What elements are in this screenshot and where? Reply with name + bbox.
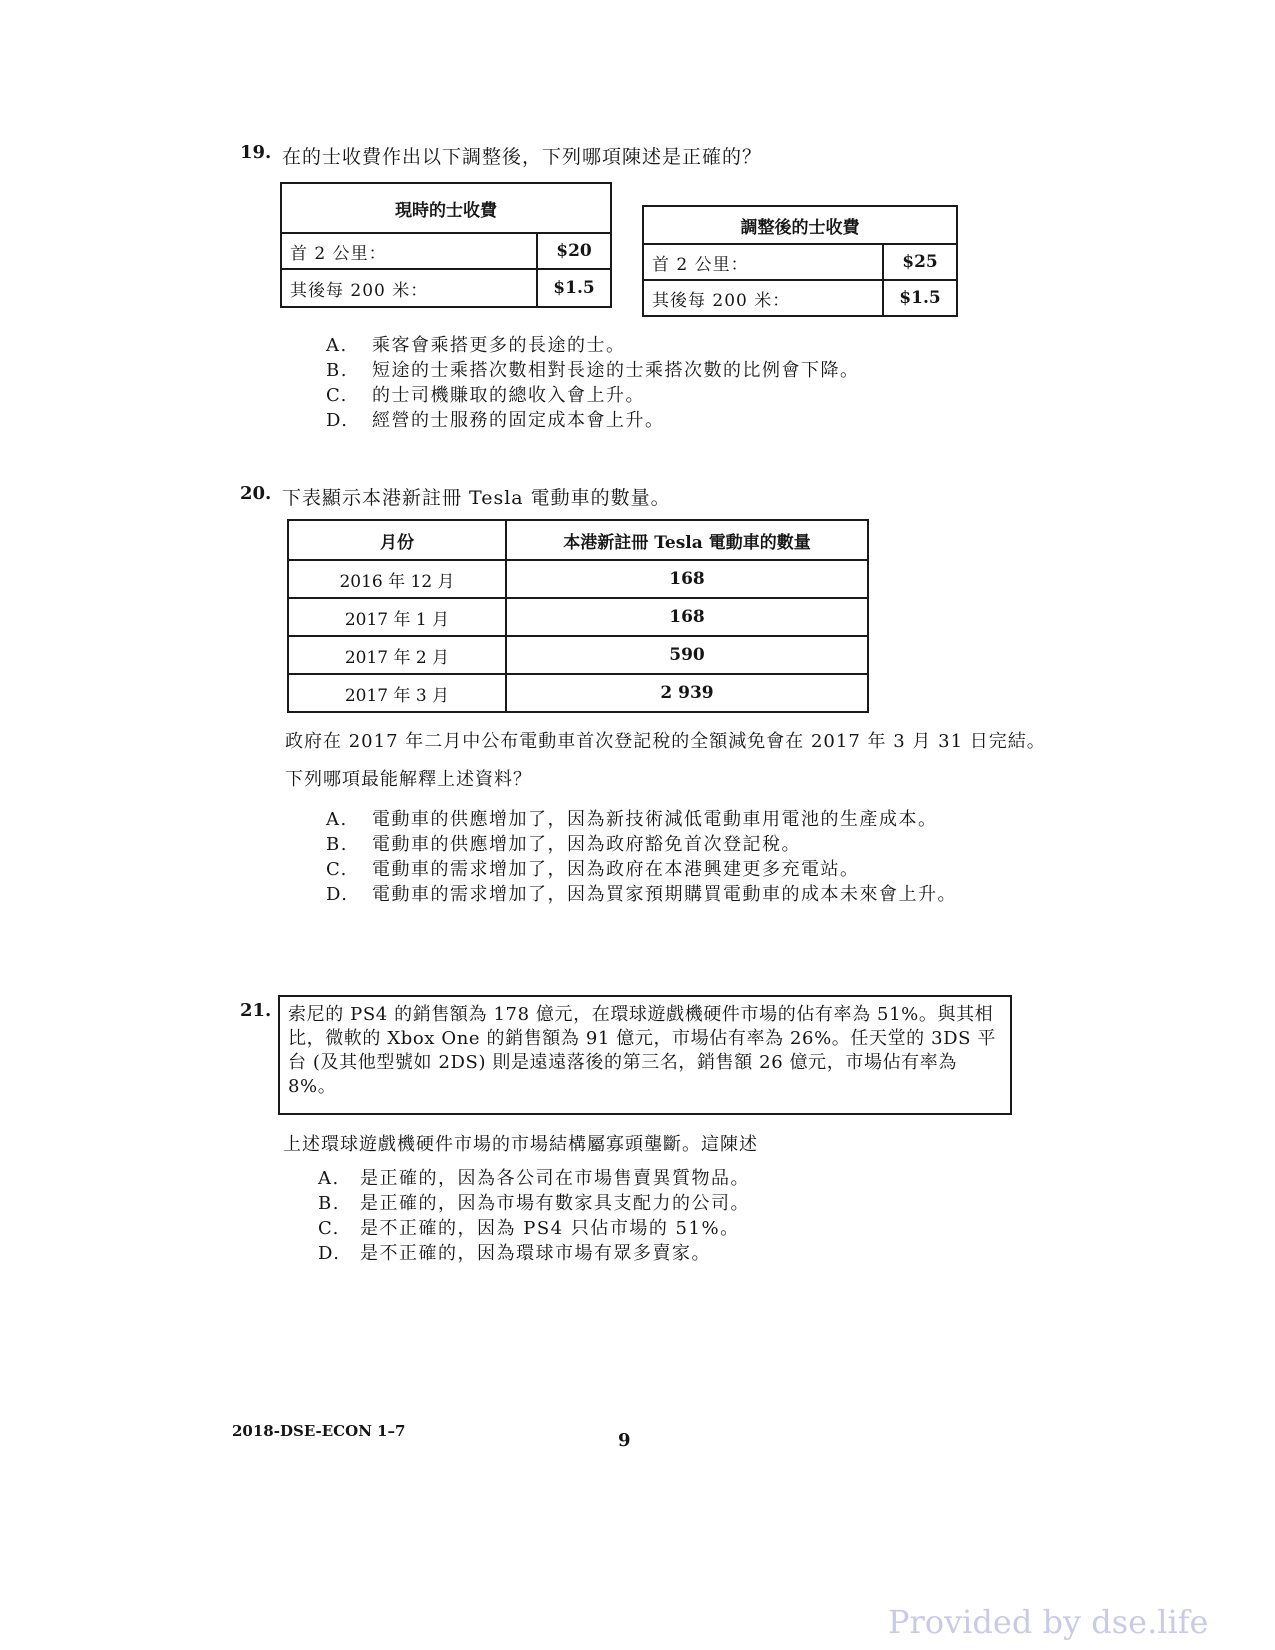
q19-current-fare-table xyxy=(280,182,612,308)
q19-current-row-2-label: 其後每 200 米： xyxy=(281,269,537,307)
q20-question: 下列哪項最能解釋上述資料？ xyxy=(285,769,532,790)
q21-option-b[interactable] xyxy=(318,1191,750,1216)
q19-option-c-text: 的士司機賺取的總收入會上升。 xyxy=(372,385,645,406)
q20-option-d-text: 電動車的需求增加了，因為買家預期購買電動車的成本未來會上升。 xyxy=(372,884,957,905)
q20-option-c-letter: C. xyxy=(326,859,348,880)
q21-number: 21. xyxy=(240,1000,272,1021)
q21-passage-box xyxy=(278,995,1012,1115)
q19-adjusted-row-1-label: 首 2 公里： xyxy=(643,244,883,280)
q20-option-b-letter: B. xyxy=(326,834,348,855)
q20-row-2-month: 2017 年 1 月 xyxy=(288,598,506,636)
q19-adjusted-row-2-label: 其後每 200 米： xyxy=(643,280,883,316)
table-row xyxy=(288,636,868,674)
q20-option-c-text: 電動車的需求增加了，因為政府在本港興建更多充電站。 xyxy=(372,859,860,880)
q21-passage-line-4: 8%。 xyxy=(288,1076,337,1097)
q19-option-c[interactable] xyxy=(326,383,860,408)
q19-options xyxy=(326,333,860,433)
q19-question-text: 在的士收費作出以下調整後，下列哪項陳述是正確的？ xyxy=(282,146,763,168)
q20-option-a-letter: A. xyxy=(326,809,348,830)
q19-current-fare-title: 現時的士收費 xyxy=(281,183,611,233)
q20-header-month: 月份 xyxy=(288,520,506,560)
q20-option-d[interactable] xyxy=(326,882,957,907)
q20-question-text: 下表顯示本港新註冊 Tesla 電動車的數量。 xyxy=(282,487,671,509)
q21-option-d-text: 是不正確的，因為環球市場有眾多賣家。 xyxy=(360,1243,711,1264)
q21-option-c-letter: C. xyxy=(318,1218,340,1239)
q21-option-c[interactable] xyxy=(318,1216,750,1241)
paper-code: 2018-DSE-ECON 1–7 xyxy=(232,1422,406,1440)
q21-passage-line-1: 索尼的 PS4 的銷售額為 178 億元，在環球遊戲機硬件市場的佔有率為 51%。與其相 xyxy=(288,1004,994,1025)
q20-option-a-text: 電動車的供應增加了，因為新技術減低電動車用電池的生產成本。 xyxy=(372,809,938,830)
q19-option-d-text: 經營的士服務的固定成本會上升。 xyxy=(372,410,665,431)
q21-option-a-letter: A. xyxy=(318,1168,340,1189)
q20-row-1-month: 2016 年 12 月 xyxy=(288,560,506,598)
q21-option-c-text: 是不正確的，因為 PS4 只佔市場的 51%。 xyxy=(360,1218,740,1239)
q20-option-c[interactable] xyxy=(326,857,957,882)
q20-row-3-month: 2017 年 2 月 xyxy=(288,636,506,674)
q19-number: 19. xyxy=(240,142,272,163)
q19-option-a[interactable] xyxy=(326,333,860,358)
q19-current-row-1-value: $20 xyxy=(537,233,611,269)
table-row xyxy=(288,560,868,598)
page-number: 9 xyxy=(618,1430,631,1451)
q20-note: 政府在 2017 年二月中公布電動車首次登記稅的全額減免會在 2017 年 3 月 31 日完結。 xyxy=(285,731,1046,752)
q19-adjusted-row-2-value: $1.5 xyxy=(883,280,957,316)
q20-row-3-count: 590 xyxy=(506,636,868,674)
watermark: Provided by dse.life xyxy=(888,1603,1209,1641)
q21-passage-line-2: 比，微軟的 Xbox One 的銷售額為 91 億元，市場佔有率為 26%。任天堂的 3DS 平 xyxy=(288,1028,997,1049)
q21-option-d-letter: D. xyxy=(318,1243,341,1264)
q21-option-b-letter: B. xyxy=(318,1193,340,1214)
q19-option-d[interactable] xyxy=(326,408,860,433)
table-row xyxy=(288,674,868,712)
q20-row-4-month: 2017 年 3 月 xyxy=(288,674,506,712)
q19-option-a-letter: A. xyxy=(326,335,348,356)
q20-header-count: 本港新註冊 Tesla 電動車的數量 xyxy=(506,520,868,560)
q19-option-a-text: 乘客會乘搭更多的長途的士。 xyxy=(372,335,626,356)
q19-current-row-1-label: 首 2 公里： xyxy=(281,233,537,269)
q20-option-a[interactable] xyxy=(326,807,957,832)
q21-statement: 上述環球遊戲機硬件市場的市場結構屬寡頭壟斷。這陳述 xyxy=(283,1134,758,1155)
q20-row-2-count: 168 xyxy=(506,598,868,636)
q21-option-d[interactable] xyxy=(318,1241,750,1266)
q20-options xyxy=(326,807,957,907)
q19-adjusted-fare-table xyxy=(642,205,958,317)
q21-option-b-text: 是正確的，因為市場有數家具支配力的公司。 xyxy=(360,1193,750,1214)
q19-current-row-2-value: $1.5 xyxy=(537,269,611,307)
q20-option-b-text: 電動車的供應增加了，因為政府豁免首次登記稅。 xyxy=(372,834,801,855)
q20-row-4-count: 2 939 xyxy=(506,674,868,712)
q20-number: 20. xyxy=(240,483,272,504)
q19-adjusted-row-1-value: $25 xyxy=(883,244,957,280)
q20-tesla-table xyxy=(287,519,869,713)
q21-option-a[interactable] xyxy=(318,1166,750,1191)
q20-option-b[interactable] xyxy=(326,832,957,857)
q19-option-b-letter: B. xyxy=(326,360,348,381)
q19-option-b[interactable] xyxy=(326,358,860,383)
table-row xyxy=(288,598,868,636)
q19-option-c-letter: C. xyxy=(326,385,348,406)
q20-row-1-count: 168 xyxy=(506,560,868,598)
q19-option-b-text: 短途的士乘搭次數相對長途的士乘搭次數的比例會下降。 xyxy=(372,360,860,381)
q20-option-d-letter: D. xyxy=(326,884,349,905)
q19-option-d-letter: D. xyxy=(326,410,349,431)
q21-passage-line-3: 台 (及其他型號如 2DS) 則是遠遠落後的第三名，銷售額 26 億元，市場佔有率為 xyxy=(288,1052,957,1073)
q21-option-a-text: 是正確的，因為各公司在市場售賣異質物品。 xyxy=(360,1168,750,1189)
q19-adjusted-fare-title: 調整後的士收費 xyxy=(643,206,957,244)
q21-options xyxy=(318,1166,750,1266)
